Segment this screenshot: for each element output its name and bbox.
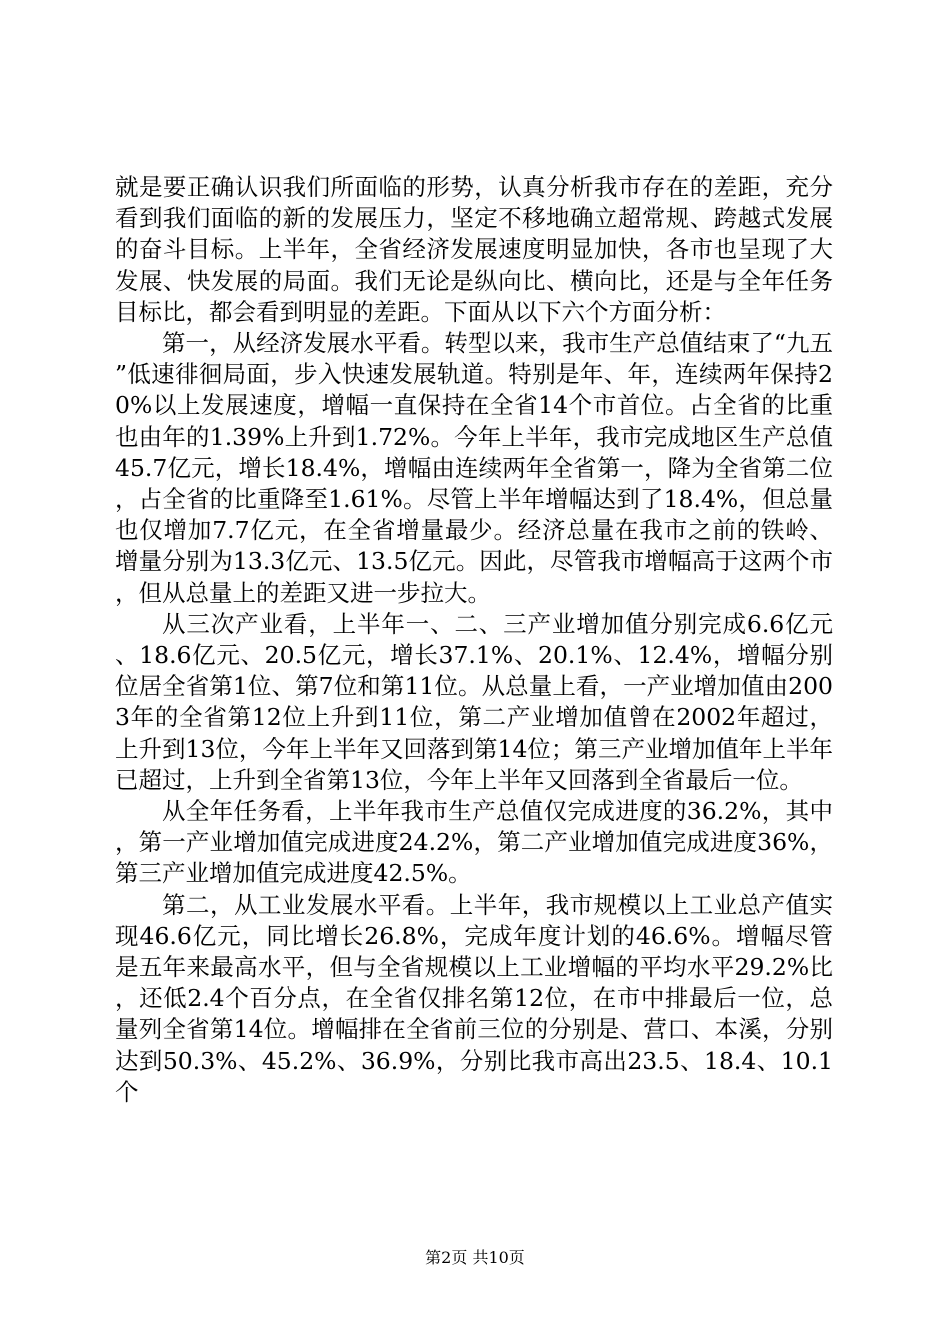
paragraph-industries: 从三次产业看，上半年一、二、三产业增加值分别完成6.6亿元、18.6亿元、20.5亿元，增长37.1%、20.1%、12.4%，增幅分别位居全省第1位、第7位和第11位。从总量上看，一产业增加值由2003年的全省第12位上升到11位，第二产业增加值曾在2002年超过，上升到13位，今年上半年又回落到第14位；第三产业增加值年上半年已超过，上升到全省第13位，今年上半年又回落到全省最后一位。 [115,609,833,794]
paragraph-industrial: 第二，从工业发展水平看。上半年，我市规模以上工业总产值实现46.6亿元，同比增长26.8%，完成年度计划的46.6%。增幅尽管是五年来最高水平，但与全省规模以上工业增幅的平均水平29.2%比，还低2.4个百分点，在全省仅排名第12位，在市中排最后一位，总量列全省第14位。增幅排在全省前三位的分别是、营口、本溪，分别达到50.3%、45.2%、36.9%，分别比我市高出23.5、18.4、10.1个 [115,890,833,1106]
paragraph-annual-tasks: 从全年任务看，上半年我市生产总值仅完成进度的36.2%，其中，第一产业增加值完成进度24.2%，第二产业增加值完成进度36%，第三产业增加值完成进度42.5%。 [115,797,833,888]
paragraph-economy: 第一，从经济发展水平看。转型以来，我市生产总值结束了“九五”低速徘徊局面，步入快速发展轨道。特别是年、年，连续两年保持20%以上发展速度，增幅一直保持在全省14个市首位。占全省的比重也由年的1.39%上升到1.72%。今年上半年，我市完成地区生产总值45.7亿元，增长18.4%，增幅由连续两年全省第一，降为全省第二位，占全省的比重降至1.61%。尽管上半年增幅达到了18.4%，但总量也仅增加7.7亿元，在全省增量最少。经济总量在我市之前的铁岭、增量分别为13.3亿元、13.5亿元。因此，尽管我市增幅高于这两个市，但从总量上的差距又进一步拉大。 [115,329,833,607]
paragraph-intro: 就是要正确认识我们所面临的形势，认真分析我市存在的差距，充分看到我们面临的新的发展压力，坚定不移地确立超常规、跨越式发展的奋斗目标。上半年，全省经济发展速度明显加快，各市也呈现了大发展、快发展的局面。我们无论是纵向比、横向比，还是与全年任务目标比，都会看到明显的差距。下面从以下六个方面分析： [115,173,833,326]
page-footer: 第2页 共10页 [425,1248,525,1267]
body-text [115,172,833,1108]
